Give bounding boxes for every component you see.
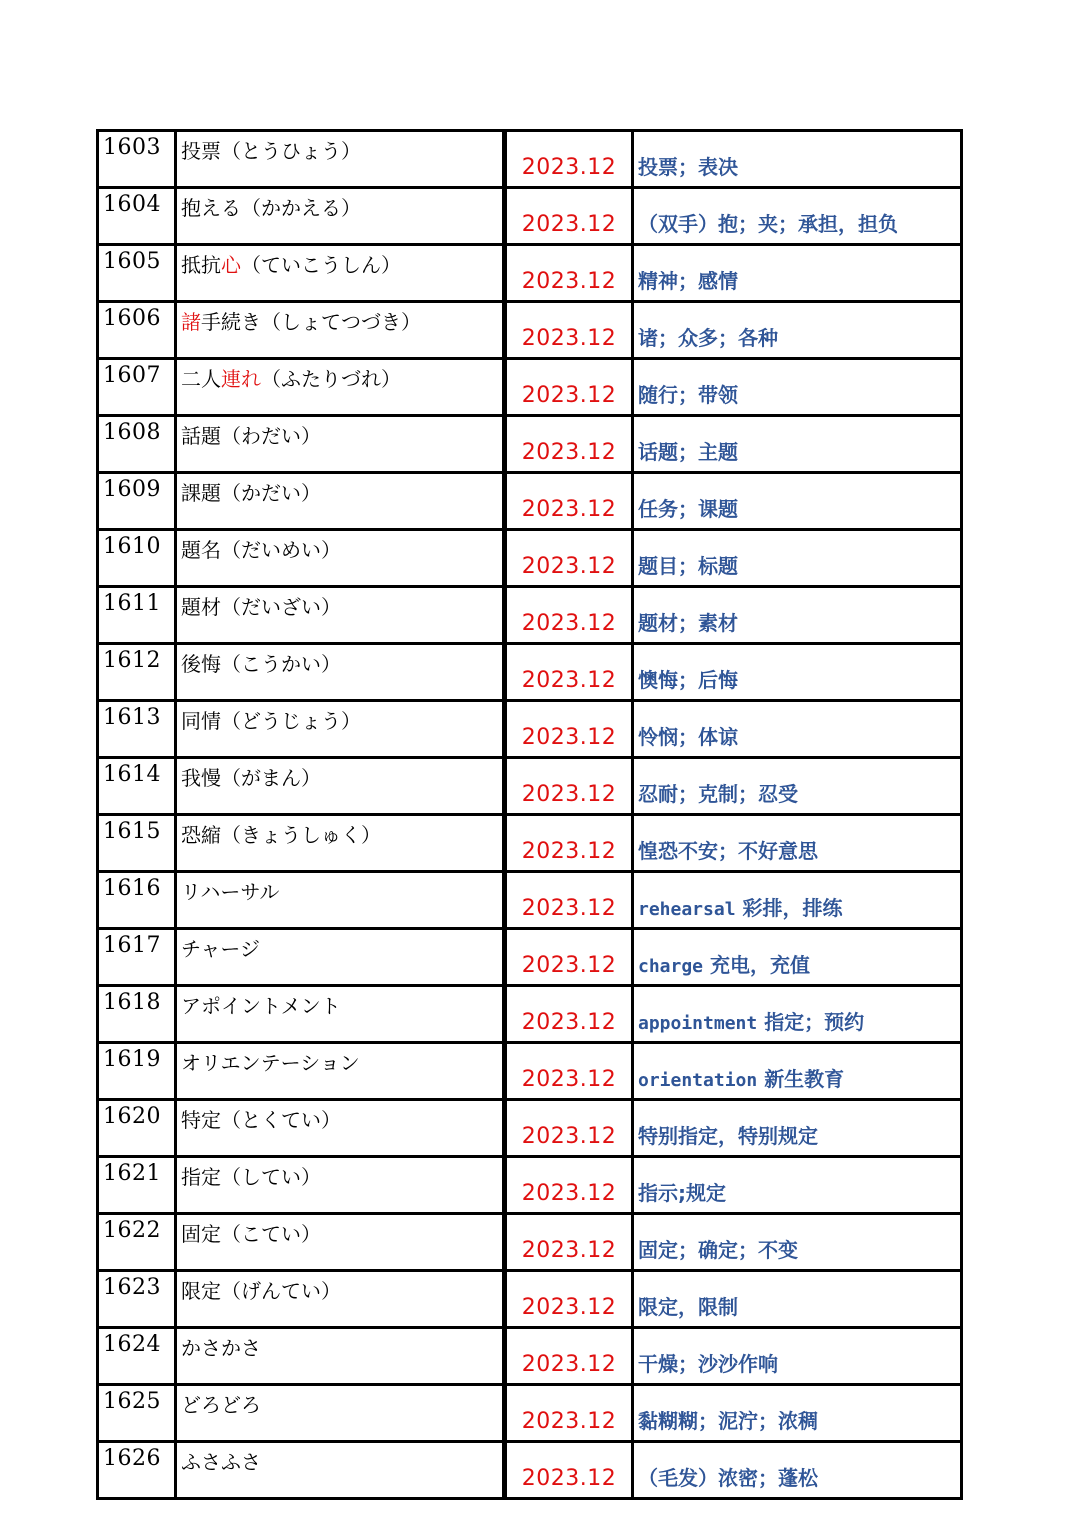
chinese-meaning <box>633 1271 962 1328</box>
entry-date: 2023.12 <box>506 359 633 416</box>
japanese-word <box>176 416 504 473</box>
english-source-word: orientation <box>638 1070 758 1091</box>
meaning-text: 干燥；沙沙作响 <box>638 1352 778 1376</box>
english-source-word: appointment <box>638 1013 758 1034</box>
japanese-word <box>176 1442 504 1499</box>
meaning-text: 惶恐不安；不好意思 <box>638 839 818 863</box>
table-row <box>98 131 962 188</box>
entry-number: 1621 <box>98 1157 176 1214</box>
entry-number: 1614 <box>98 758 176 815</box>
japanese-word <box>176 1157 504 1214</box>
entry-date: 2023.12 <box>506 1442 633 1499</box>
word-segment: 特定（とくてい） <box>181 1108 341 1132</box>
table-row <box>98 929 962 986</box>
chinese-meaning <box>633 1214 962 1271</box>
table-row <box>98 302 962 359</box>
highlighted-segment: 諸 <box>181 310 201 334</box>
word-segment: チャージ <box>181 937 260 961</box>
entry-number: 1609 <box>98 473 176 530</box>
table-row <box>98 758 962 815</box>
chinese-meaning <box>633 644 962 701</box>
chinese-meaning <box>633 1043 962 1100</box>
entry-date: 2023.12 <box>506 131 633 188</box>
entry-number: 1625 <box>98 1385 176 1442</box>
chinese-meaning <box>633 1328 962 1385</box>
entry-date: 2023.12 <box>506 1328 633 1385</box>
word-segment: （ていこうしん） <box>241 253 401 277</box>
table-row <box>98 815 962 872</box>
entry-number: 1607 <box>98 359 176 416</box>
chinese-meaning <box>633 302 962 359</box>
word-segment: かさかさ <box>181 1336 261 1360</box>
japanese-word <box>176 815 504 872</box>
japanese-word <box>176 1271 504 1328</box>
entry-number: 1618 <box>98 986 176 1043</box>
word-segment: 我慢（がまん） <box>181 766 321 790</box>
japanese-word <box>176 1328 504 1385</box>
entry-date: 2023.12 <box>506 1157 633 1214</box>
table-row <box>98 473 962 530</box>
word-segment: 題名（だいめい） <box>181 538 341 562</box>
word-segment: 固定（こてい） <box>181 1222 321 1246</box>
chinese-meaning <box>633 416 962 473</box>
meaning-text: 随行；带领 <box>638 383 738 407</box>
word-segment: ふさふさ <box>181 1450 261 1474</box>
word-segment: 後悔（こうかい） <box>181 652 341 676</box>
word-segment: アポイントメント <box>181 994 341 1018</box>
chinese-meaning <box>633 1385 962 1442</box>
word-segment: 指定（してい） <box>181 1165 321 1189</box>
table-row <box>98 1100 962 1157</box>
meaning-text: 固定；确定；不变 <box>638 1238 798 1262</box>
meaning-text: 懊悔；后悔 <box>638 668 738 692</box>
table-row <box>98 986 962 1043</box>
chinese-meaning <box>633 587 962 644</box>
entry-number: 1603 <box>98 131 176 188</box>
word-segment: リハーサル <box>181 880 280 904</box>
table-row <box>98 245 962 302</box>
entry-date: 2023.12 <box>506 1385 633 1442</box>
japanese-word <box>176 473 504 530</box>
entry-date: 2023.12 <box>506 1043 633 1100</box>
chinese-meaning <box>633 701 962 758</box>
entry-date: 2023.12 <box>506 473 633 530</box>
word-segment: どろどろ <box>181 1393 261 1417</box>
table-row <box>98 359 962 416</box>
chinese-meaning <box>633 473 962 530</box>
entry-date: 2023.12 <box>506 644 633 701</box>
word-segment: 同情（どうじょう） <box>181 709 361 733</box>
entry-date: 2023.12 <box>506 587 633 644</box>
word-segment: 限定（げんてい） <box>181 1279 341 1303</box>
entry-number: 1620 <box>98 1100 176 1157</box>
japanese-word <box>176 131 504 188</box>
entry-date: 2023.12 <box>506 245 633 302</box>
entry-number: 1623 <box>98 1271 176 1328</box>
japanese-word <box>176 872 504 929</box>
chinese-meaning <box>633 188 962 245</box>
meaning-text: （毛发）浓密；蓬松 <box>638 1466 818 1490</box>
highlighted-segment: 連れ <box>221 367 261 391</box>
chinese-meaning <box>633 815 962 872</box>
japanese-word <box>176 302 504 359</box>
japanese-word <box>176 245 504 302</box>
table-row <box>98 1271 962 1328</box>
table-row <box>98 188 962 245</box>
japanese-word <box>176 1100 504 1157</box>
word-segment: （ふたりづれ） <box>261 367 401 391</box>
word-segment: 恐縮（きょうしゅく） <box>181 823 381 847</box>
word-segment: 話題（わだい） <box>181 424 321 448</box>
entry-date: 2023.12 <box>506 929 633 986</box>
meaning-text: 指示;规定 <box>638 1181 726 1205</box>
english-source-word: charge <box>638 956 704 977</box>
entry-number: 1606 <box>98 302 176 359</box>
table-row <box>98 1157 962 1214</box>
entry-number: 1612 <box>98 644 176 701</box>
vocabulary-table-body <box>98 131 962 1499</box>
word-segment: 抱える（かかえる） <box>181 196 361 220</box>
chinese-meaning <box>633 131 962 188</box>
table-row <box>98 1385 962 1442</box>
chinese-meaning <box>633 1100 962 1157</box>
meaning-text: 怜悯；体谅 <box>638 725 738 749</box>
word-segment: 課題（かだい） <box>181 481 321 505</box>
entry-number: 1626 <box>98 1442 176 1499</box>
meaning-text: 话题；主题 <box>638 440 738 464</box>
meaning-text: 精神；感情 <box>638 269 738 293</box>
japanese-word <box>176 188 504 245</box>
japanese-word <box>176 359 504 416</box>
japanese-word <box>176 758 504 815</box>
chinese-meaning <box>633 986 962 1043</box>
entry-date: 2023.12 <box>506 701 633 758</box>
japanese-word <box>176 587 504 644</box>
japanese-word <box>176 701 504 758</box>
entry-date: 2023.12 <box>506 302 633 359</box>
entry-number: 1613 <box>98 701 176 758</box>
meaning-text: 诸；众多；各种 <box>638 326 778 350</box>
vocabulary-table <box>96 129 963 1500</box>
meaning-text: 任务；课题 <box>638 497 738 521</box>
japanese-word <box>176 986 504 1043</box>
chinese-meaning <box>633 530 962 587</box>
entry-number: 1604 <box>98 188 176 245</box>
meaning-text: 特别指定，特别规定 <box>638 1124 818 1148</box>
meaning-text: 黏糊糊；泥泞；浓稠 <box>638 1409 818 1433</box>
japanese-word <box>176 530 504 587</box>
table-row <box>98 644 962 701</box>
entry-date: 2023.12 <box>506 1100 633 1157</box>
japanese-word <box>176 1214 504 1271</box>
chinese-meaning <box>633 1442 962 1499</box>
table-row <box>98 416 962 473</box>
table-row <box>98 1328 962 1385</box>
entry-date: 2023.12 <box>506 188 633 245</box>
table-row <box>98 1442 962 1499</box>
entry-number: 1608 <box>98 416 176 473</box>
chinese-meaning <box>633 929 962 986</box>
entry-number: 1611 <box>98 587 176 644</box>
entry-date: 2023.12 <box>506 872 633 929</box>
meaning-text: 彩排，排练 <box>742 896 843 920</box>
entry-date: 2023.12 <box>506 1214 633 1271</box>
entry-number: 1619 <box>98 1043 176 1100</box>
entry-number: 1615 <box>98 815 176 872</box>
table-row <box>98 530 962 587</box>
meaning-text: 题目；标题 <box>638 554 738 578</box>
chinese-meaning <box>633 758 962 815</box>
highlighted-segment: 心 <box>221 253 241 277</box>
japanese-word <box>176 1385 504 1442</box>
entry-number: 1610 <box>98 530 176 587</box>
meaning-text: 题材；素材 <box>638 611 738 635</box>
entry-number: 1622 <box>98 1214 176 1271</box>
word-segment: 二人 <box>181 367 221 391</box>
table-row <box>98 1214 962 1271</box>
entry-number: 1605 <box>98 245 176 302</box>
entry-date: 2023.12 <box>506 1271 633 1328</box>
word-segment: 投票（とうひょう） <box>181 139 361 163</box>
entry-date: 2023.12 <box>506 416 633 473</box>
japanese-word <box>176 929 504 986</box>
entry-date: 2023.12 <box>506 530 633 587</box>
meaning-text: 充电，充值 <box>710 953 810 977</box>
english-source-word: rehearsal <box>638 899 736 920</box>
chinese-meaning <box>633 359 962 416</box>
entry-number: 1616 <box>98 872 176 929</box>
word-segment: オリエンテーション <box>181 1051 360 1075</box>
japanese-word <box>176 644 504 701</box>
entry-date: 2023.12 <box>506 986 633 1043</box>
word-segment: 手続き（しょてつづき） <box>201 310 421 334</box>
table-row <box>98 701 962 758</box>
japanese-word <box>176 1043 504 1100</box>
entry-date: 2023.12 <box>506 815 633 872</box>
meaning-text: 投票；表决 <box>638 155 738 179</box>
chinese-meaning <box>633 245 962 302</box>
chinese-meaning <box>633 1157 962 1214</box>
word-segment: 題材（だいざい） <box>181 595 341 619</box>
chinese-meaning <box>633 872 962 929</box>
meaning-text: （双手）抱；夹；承担，担负 <box>638 212 898 236</box>
entry-date: 2023.12 <box>506 758 633 815</box>
table-row <box>98 587 962 644</box>
meaning-text: 指定；预约 <box>764 1010 865 1034</box>
entry-number: 1624 <box>98 1328 176 1385</box>
table-row <box>98 1043 962 1100</box>
table-row <box>98 872 962 929</box>
meaning-text: 忍耐；克制；忍受 <box>638 782 798 806</box>
entry-number: 1617 <box>98 929 176 986</box>
word-segment: 抵抗 <box>181 253 221 277</box>
meaning-text: 限定，限制 <box>638 1295 738 1319</box>
meaning-text: 新生教育 <box>764 1067 845 1091</box>
